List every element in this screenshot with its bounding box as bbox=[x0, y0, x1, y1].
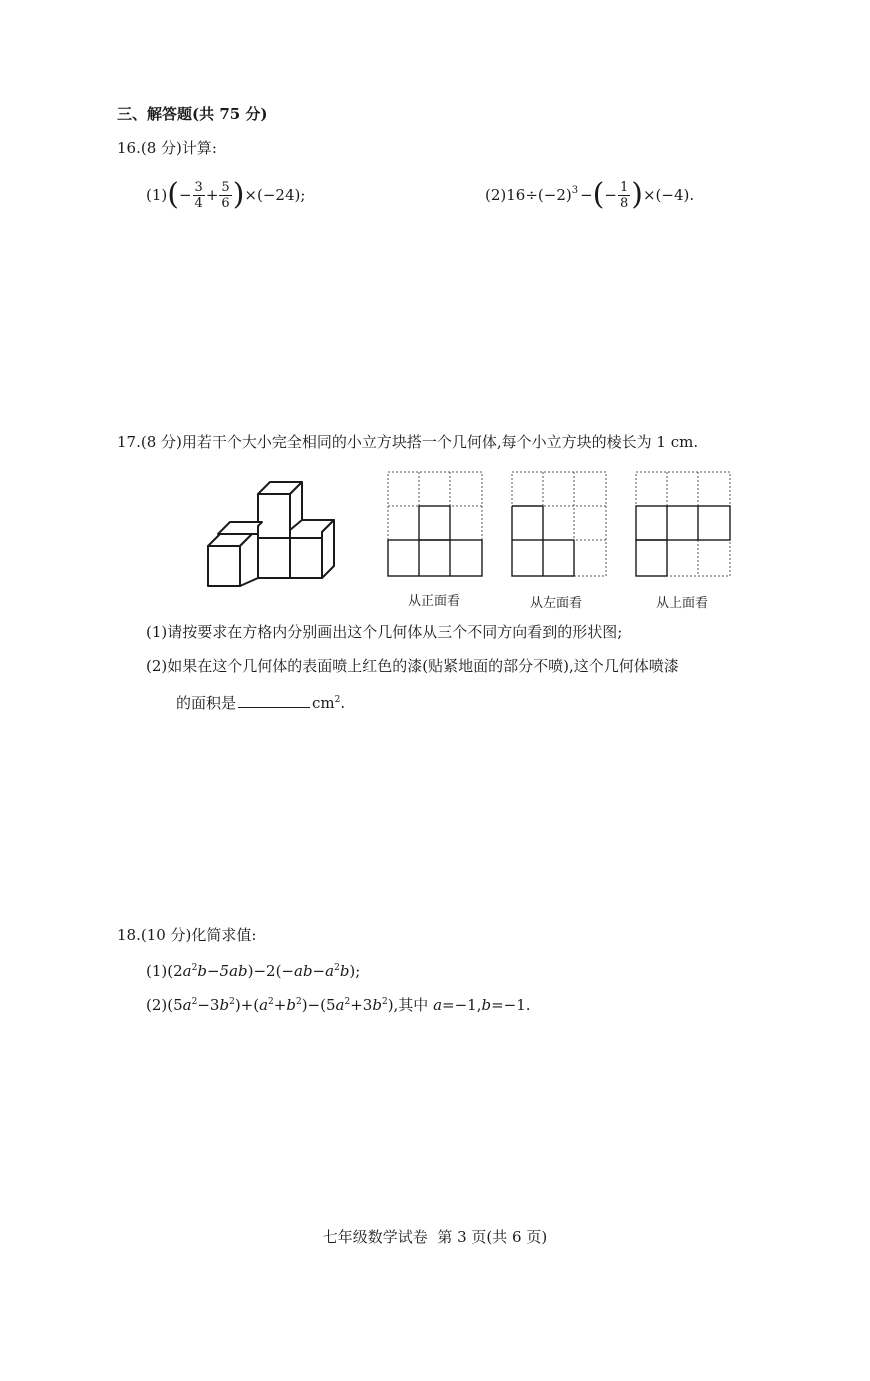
q16-p1-minus: − bbox=[178, 186, 192, 204]
var: a bbox=[259, 996, 269, 1014]
text: )+( bbox=[234, 996, 260, 1014]
frac-num: 5 bbox=[221, 179, 230, 195]
text: (2)(5 bbox=[146, 996, 183, 1014]
right-paren: ) bbox=[232, 177, 245, 212]
var: b bbox=[286, 996, 296, 1014]
exp: 2 bbox=[295, 997, 302, 1007]
frac-den: 4 bbox=[194, 195, 203, 211]
q17-sub2-end: . bbox=[340, 694, 346, 712]
text: )−(5 bbox=[301, 996, 336, 1014]
var: a bbox=[182, 996, 192, 1014]
q16-p1-frac1 bbox=[193, 180, 205, 211]
q18-part1 bbox=[146, 958, 360, 981]
left-paren: ( bbox=[592, 177, 605, 212]
q16-p2-label: (2)16÷(−2) bbox=[485, 186, 572, 204]
q16-p2-minus: − bbox=[580, 186, 593, 204]
text: ); bbox=[349, 962, 361, 980]
q16-part2 bbox=[485, 170, 694, 220]
text: + bbox=[273, 996, 287, 1014]
exp: 2 bbox=[334, 963, 340, 973]
var: a bbox=[325, 962, 335, 980]
caption-front: 从正面看 bbox=[408, 594, 461, 609]
text: =−1. bbox=[491, 996, 531, 1014]
var: a bbox=[335, 996, 345, 1014]
text: − bbox=[312, 962, 326, 980]
exp: 2 bbox=[381, 997, 388, 1007]
front-view-grid[interactable] bbox=[386, 470, 484, 578]
caption-left: 从左面看 bbox=[530, 596, 583, 611]
text: =−1, bbox=[442, 996, 482, 1014]
exp: 2 bbox=[344, 997, 351, 1007]
q16-p2-inner-minus: − bbox=[604, 186, 617, 204]
exp: 2 bbox=[191, 963, 198, 973]
q16-p1-label: (1) bbox=[146, 186, 168, 204]
q16-part1 bbox=[146, 170, 305, 220]
var: ab bbox=[229, 962, 248, 980]
q16-p1-plus: + bbox=[205, 186, 219, 204]
frac-den: 6 bbox=[221, 195, 230, 211]
q16-header: 16.(8 分)计算: bbox=[117, 139, 217, 157]
var: a bbox=[182, 962, 192, 980]
var: b bbox=[372, 996, 382, 1014]
answer-blank[interactable] bbox=[238, 691, 310, 708]
q17-sub2-pre: 的面积是 bbox=[176, 694, 237, 712]
exp: 2 bbox=[229, 997, 235, 1007]
q17-sub2-line1: (2)如果在这个几何体的表面喷上红色的漆(贴紧地面的部分不喷),这个几何体喷漆 bbox=[146, 657, 679, 675]
q18-header: 18.(10 分)化简求值: bbox=[117, 926, 257, 944]
var: b−5 bbox=[197, 962, 230, 980]
q16-p2-tail: ×(−4). bbox=[642, 186, 695, 204]
q18-part2 bbox=[146, 992, 531, 1015]
var: a bbox=[433, 996, 443, 1014]
text: ),其中 bbox=[387, 996, 434, 1014]
q16-p2-frac bbox=[618, 180, 630, 211]
text: −3 bbox=[197, 996, 220, 1014]
top-view-grid[interactable] bbox=[634, 470, 732, 578]
text: )−2(− bbox=[247, 962, 294, 980]
q16-p1-tail: ×(−24); bbox=[244, 186, 306, 204]
right-paren: ) bbox=[631, 177, 643, 212]
exp: 2 bbox=[268, 997, 274, 1007]
q17-unit-exp: 2 bbox=[334, 695, 341, 705]
q16-p2-exp: 3 bbox=[571, 184, 579, 196]
q17-header: 17.(8 分)用若干个大小完全相同的小立方块搭一个几何体,每个小立方块的棱长为 1 cm. bbox=[117, 433, 699, 451]
q17-sub1: (1)请按要求在方格内分别画出这个几何体从三个不同方向看到的形状图; bbox=[146, 623, 623, 641]
frac-num: 3 bbox=[194, 179, 203, 195]
q17-sub2-line2 bbox=[176, 690, 345, 713]
section-title: 三、解答题(共 75 分) bbox=[117, 105, 268, 123]
text: (1)(2 bbox=[146, 962, 183, 980]
exp: 2 bbox=[191, 997, 198, 1007]
frac-den: 8 bbox=[619, 195, 629, 211]
var: b bbox=[481, 996, 492, 1014]
page-footer: 七年级数学试卷 第 3 页(共 6 页) bbox=[322, 1228, 548, 1246]
frac-num: 1 bbox=[619, 179, 629, 195]
cube-figure-illustration bbox=[200, 478, 350, 593]
caption-top: 从上面看 bbox=[656, 596, 709, 611]
q17-unit: cm bbox=[312, 694, 335, 712]
var: b bbox=[339, 962, 350, 980]
var: b bbox=[219, 996, 230, 1014]
text: +3 bbox=[350, 996, 373, 1014]
q16-p1-frac2 bbox=[219, 180, 231, 211]
left-view-grid[interactable] bbox=[510, 470, 608, 578]
left-paren: ( bbox=[167, 177, 179, 212]
var: ab bbox=[294, 962, 313, 980]
